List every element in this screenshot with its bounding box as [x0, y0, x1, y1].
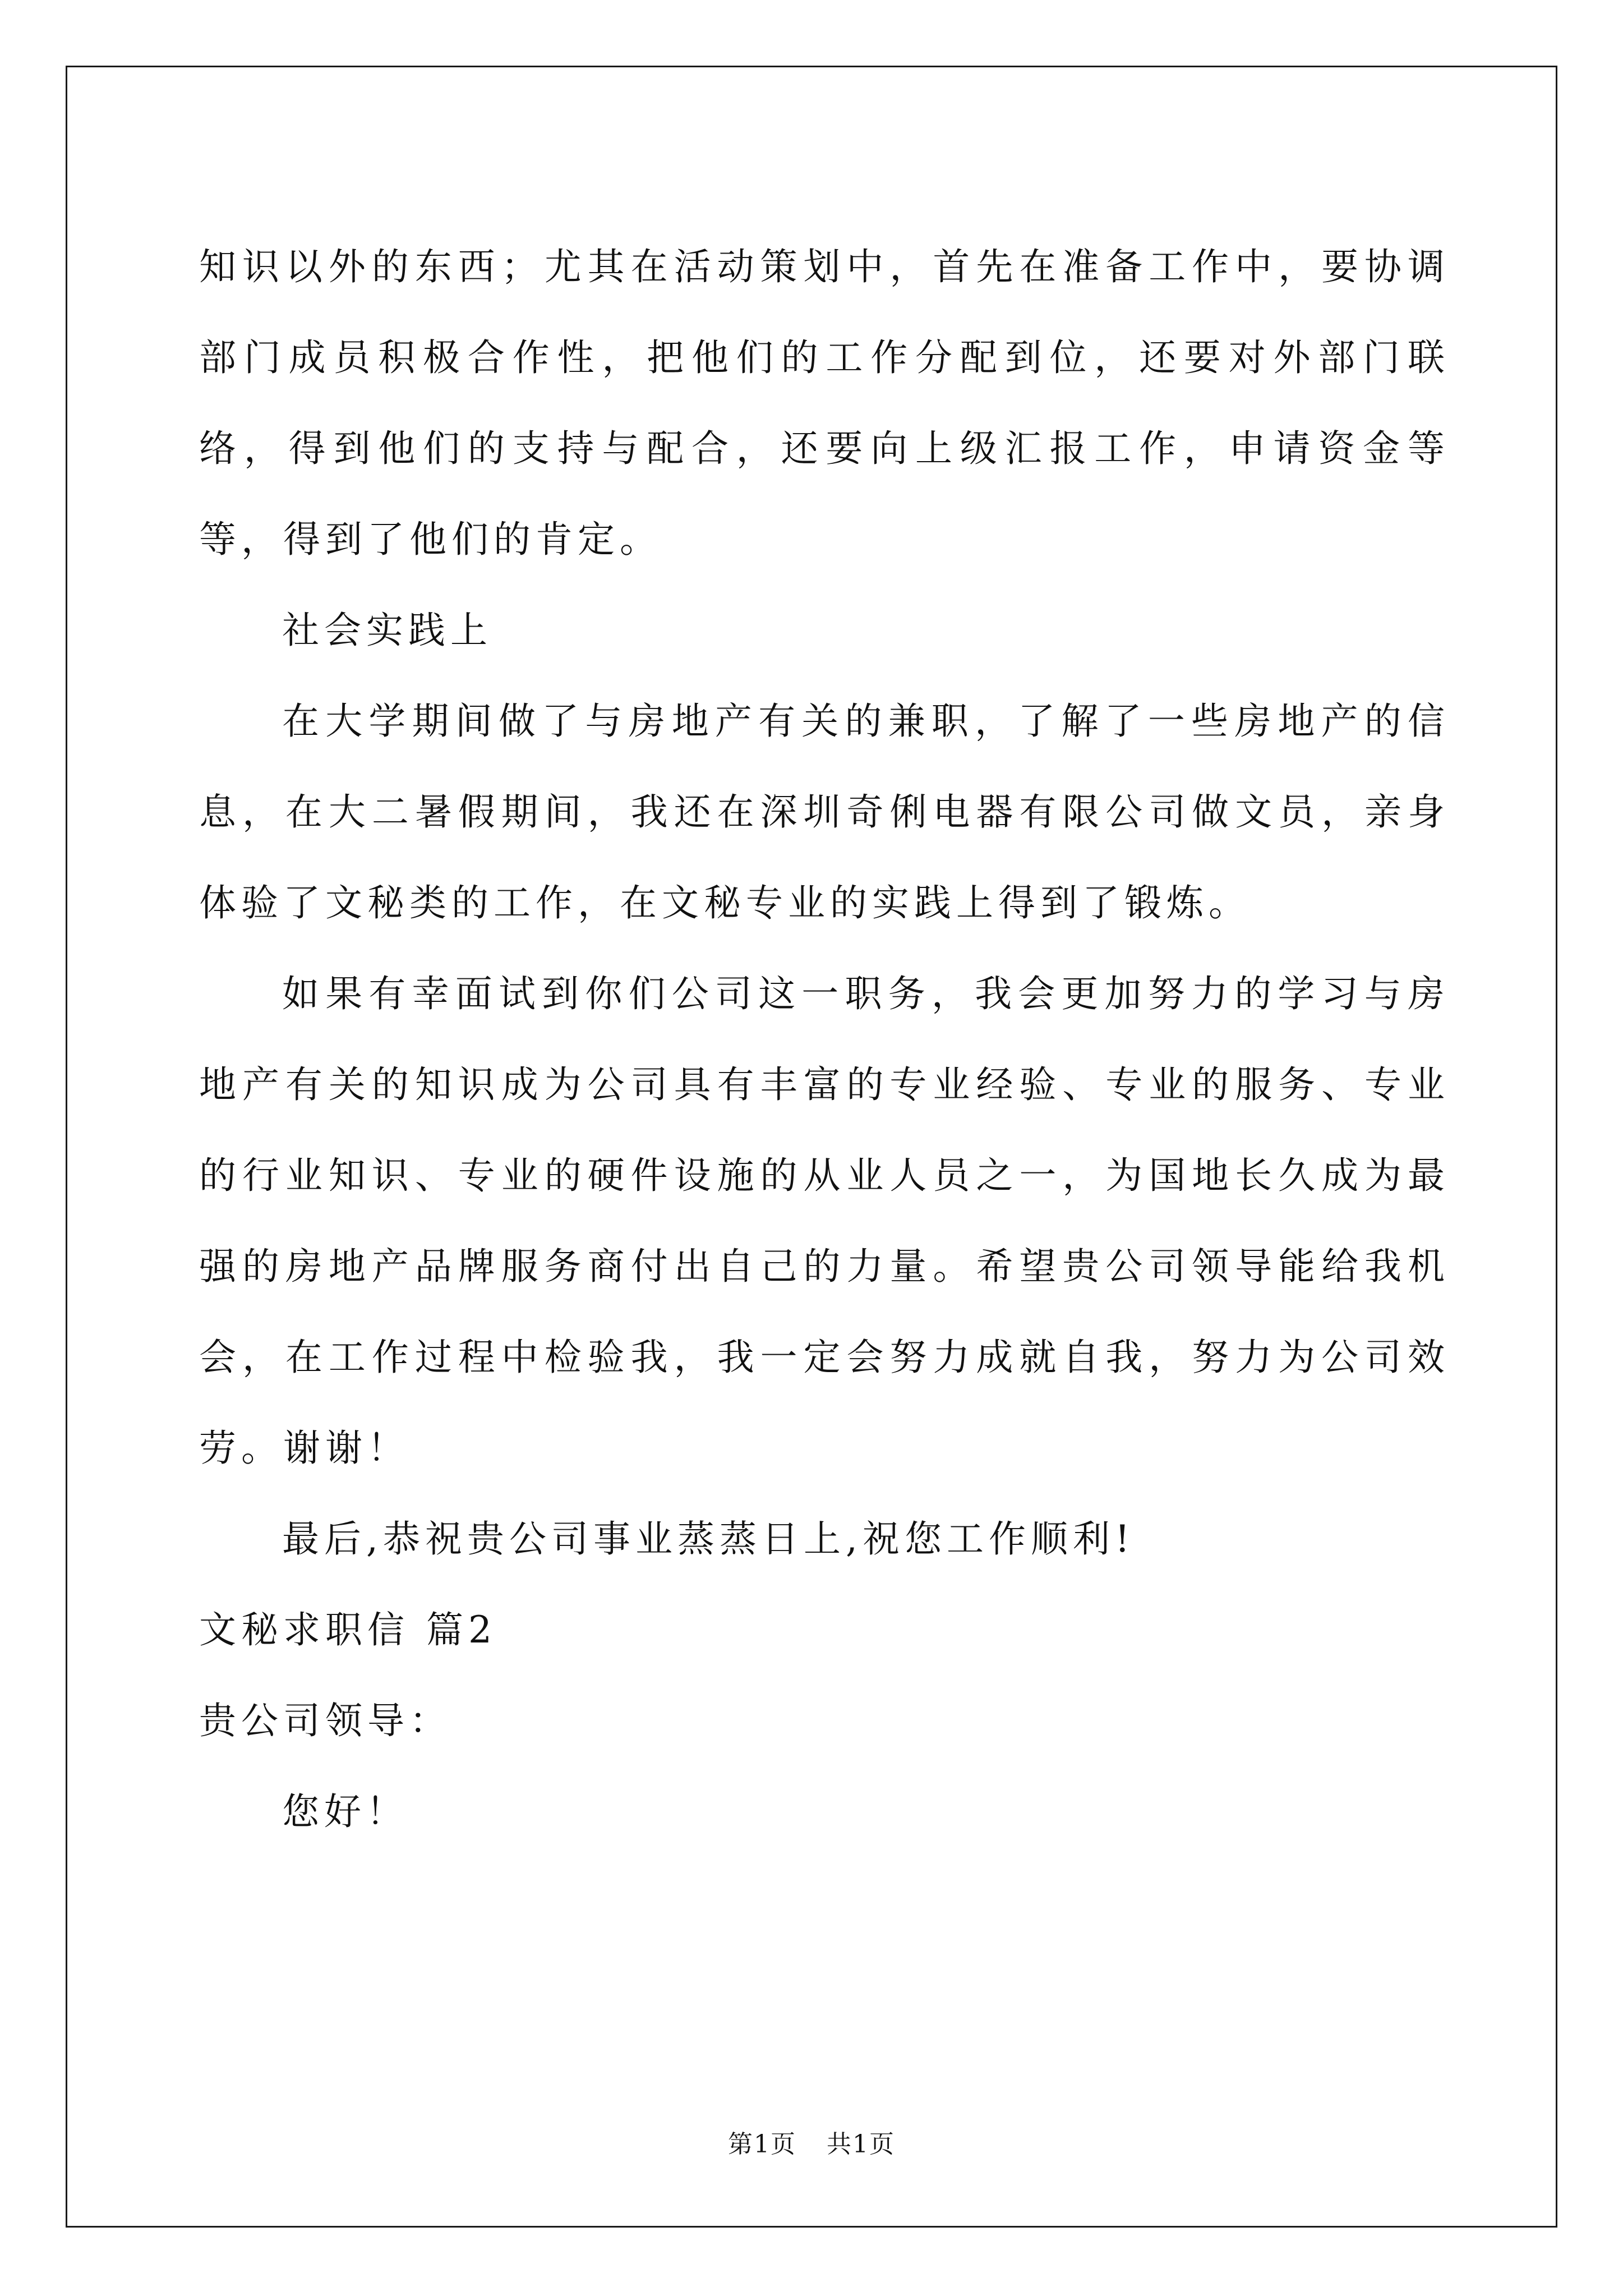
paragraph-continuation: 知识以外的东西；尤其在活动策划中，首先在准备工作中，要协调部门成员积极合作性，把他们的工作分配到位，还要对外部门联络，得到他们的支持与配合，还要向上级汇报工作，申请资金等等，得到了他们的肯定。 [199, 245, 1450, 561]
document-body [199, 222, 1450, 1857]
page-footer [0, 2124, 1623, 2160]
section-heading-social-practice: 社会实践上 [282, 609, 492, 652]
page-number-total: 共1页 [827, 2130, 895, 2159]
paragraph-commitment: 如果有幸面试到你们公司这一职务，我会更加努力的学习与房地产有关的知识成为公司具有丰富的专业经验、专业的服务、专业的行业知识、专业的硬件设施的从业人员之一，为国地长久成为最强的房地产品牌服务商付出自己的力量。希望贵公司领导能给我机会，在工作过程中检验我，我一定会努力成就自我，努力为公司效劳。谢谢！ [199, 972, 1450, 1470]
page-number-current: 第1页 [728, 2130, 796, 2159]
paragraph-closing-wishes: 最后,恭祝贵公司事业蒸蒸日上,祝您工作顺利! [282, 1517, 1135, 1561]
paragraph-internship: 在大学期间做了与房地产有关的兼职，了解了一些房地产的信息，在大二暑假期间，我还在深圳奇俐电器有限公司做文员，亲身体验了文秘类的工作，在文秘专业的实践上得到了锻炼。 [199, 700, 1450, 924]
letter-greeting: 您好！ [282, 1790, 408, 1833]
letter-salutation: 贵公司领导： [199, 1699, 451, 1742]
letter-title: 文秘求职信 篇2 [199, 1608, 497, 1651]
